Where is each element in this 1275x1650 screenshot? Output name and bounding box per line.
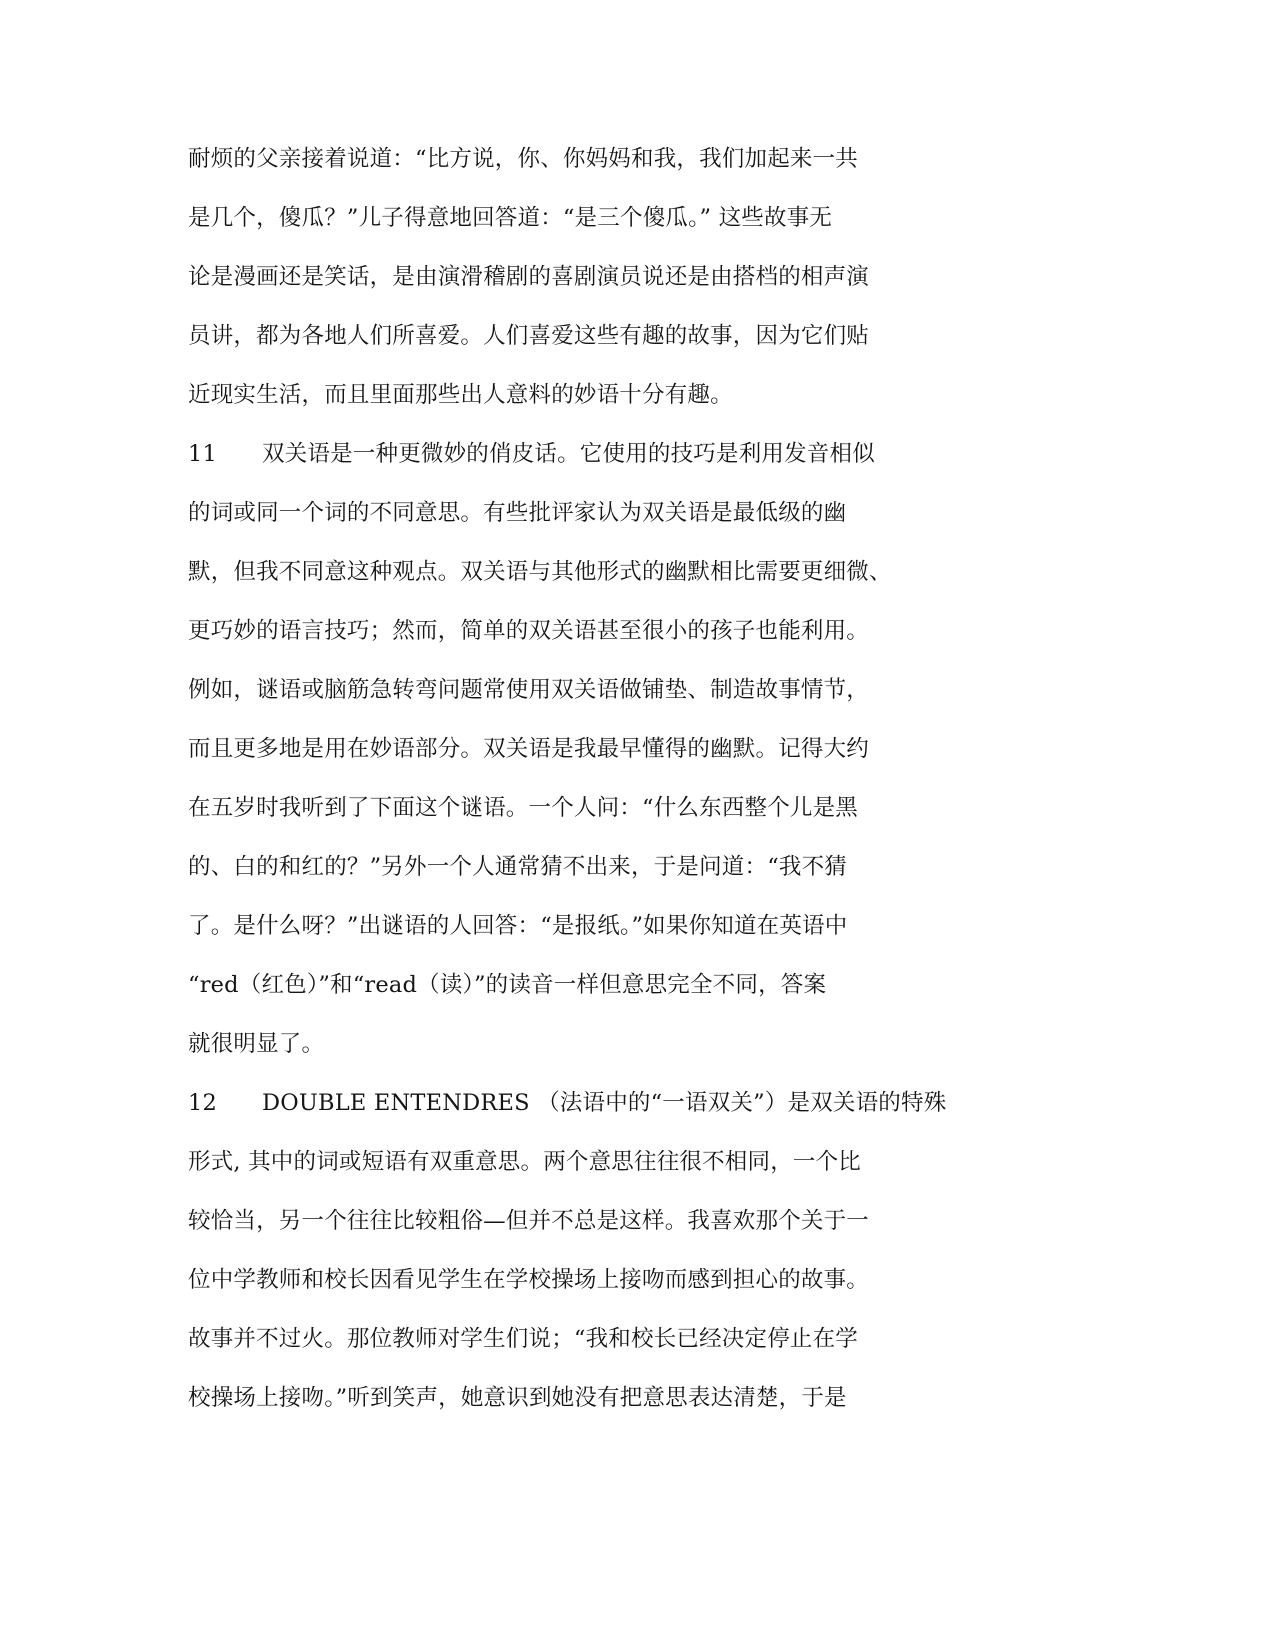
- text-line: 近现实生活，而且里面那些出人意料的妙语十分有趣。: [188, 382, 733, 408]
- text-line: 耐烦的父亲接着说道：“比方说，你、你妈妈和我，我们加起来一共: [188, 146, 859, 172]
- text-line: 默，但我不同意这种观点。双关语与其他形式的幽默相比需要更细微、: [188, 559, 892, 585]
- text-line: 而且更多地是用在妙语部分。双关语是我最早懂得的幽默。记得大约: [188, 736, 870, 762]
- text-line: 论是漫画还是笑话，是由演滑稽剧的喜剧演员说还是由搭档的相声演: [188, 264, 870, 290]
- text-line: 在五岁时我听到了下面这个谜语。一个人问：“什么东西整个儿是黑: [188, 795, 859, 821]
- paragraph-text: DOUBLE ENTENDRES （法语中的“一语双关”）是双关语的特殊: [262, 1090, 947, 1116]
- text-line: 例如，谜语或脑筋急转弯问题常使用双关语做铺垫、制造故事情节，: [188, 677, 870, 703]
- text-line: 的词或同一个词的不同意思。有些批评家认为双关语是最低级的幽: [188, 500, 847, 526]
- paragraph-number: 11: [188, 441, 218, 467]
- text-line: 更巧妙的语言技巧；然而，简单的双关语甚至很小的孩子也能利用。: [188, 618, 870, 644]
- text-line: 故事并不过火。那位教师对学生们说；“我和校长已经决定停止在学: [188, 1326, 859, 1352]
- paragraph-start-line: [188, 1088, 946, 1118]
- text-line: 员讲，都为各地人们所喜爱。人们喜爱这些有趣的故事，因为它们贴: [188, 323, 870, 349]
- text-line: 了。是什么呀？”出谜语的人回答：“是报纸。”如果你知道在英语中: [188, 913, 848, 939]
- text-line: 形式, 其中的词或短语有双重意思。两个意思往往很不相同，一个比: [188, 1149, 862, 1175]
- text-line: 就很明显了。: [188, 1031, 325, 1057]
- paragraph-number: 12: [188, 1090, 218, 1116]
- text-line: 位中学教师和校长因看见学生在学校操场上接吻而感到担心的故事。: [188, 1267, 870, 1293]
- text-line: 较恰当，另一个往往比较粗俗—但并不总是这样。我喜欢那个关于一: [188, 1208, 870, 1234]
- paragraph-text: 双关语是一种更微妙的俏皮话。它使用的技巧是利用发音相似: [262, 441, 875, 467]
- text-line: 的、白的和红的？”另外一个人通常猜不出来，于是问道：“我不猜: [188, 854, 848, 880]
- text-line: 是几个，傻瓜？”儿子得意地回答道：“是三个傻瓜。” 这些故事无: [188, 205, 833, 231]
- text-line: “red（红色）”和“read（读）”的读音一样但意思完全不同，答案: [188, 972, 827, 998]
- paragraph-start-line: [188, 439, 875, 469]
- text-line: 校操场上接吻。”听到笑声，她意识到她没有把意思表达清楚，于是: [188, 1385, 847, 1411]
